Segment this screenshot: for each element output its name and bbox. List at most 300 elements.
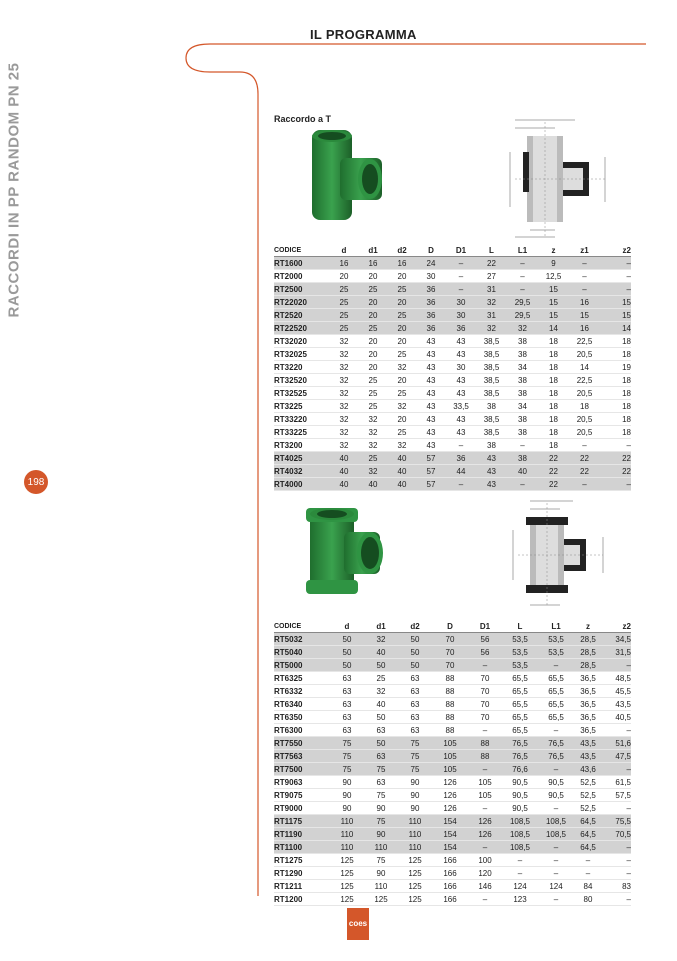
table-cell: – bbox=[538, 659, 574, 672]
table-cell: 18 bbox=[600, 387, 631, 400]
table-cell: 31 bbox=[476, 283, 507, 296]
table-cell: 108,5 bbox=[538, 815, 574, 828]
table-cell: 105 bbox=[432, 763, 468, 776]
spec-table-1 bbox=[274, 244, 631, 491]
table-row bbox=[274, 893, 631, 906]
table-row bbox=[274, 465, 631, 478]
table-row bbox=[274, 750, 631, 763]
table-cell: 57 bbox=[416, 465, 446, 478]
table-cell: – bbox=[574, 854, 602, 867]
table-row bbox=[274, 452, 631, 465]
table-cell: – bbox=[507, 439, 538, 452]
table-cell: 43 bbox=[446, 335, 476, 348]
table-cell: 38 bbox=[507, 348, 538, 361]
table-cell: 18 bbox=[600, 426, 631, 439]
table-cell: – bbox=[602, 854, 631, 867]
column-header: d1 bbox=[358, 244, 388, 257]
table-cell: 154 bbox=[432, 828, 468, 841]
table-cell: 43 bbox=[476, 465, 507, 478]
table-cell: 32 bbox=[330, 426, 358, 439]
table-cell: 50 bbox=[398, 633, 432, 646]
table-cell: – bbox=[468, 659, 502, 672]
table-cell: 30 bbox=[446, 309, 476, 322]
table-cell: 18 bbox=[600, 348, 631, 361]
table-cell: 70 bbox=[432, 659, 468, 672]
table-row bbox=[274, 854, 631, 867]
table-cell: 15 bbox=[538, 296, 569, 309]
table-cell: 110 bbox=[330, 841, 364, 854]
product-code-cell: RT4032 bbox=[274, 465, 330, 478]
table-cell: 25 bbox=[358, 322, 388, 335]
table-cell: 25 bbox=[388, 426, 416, 439]
table-cell: 126 bbox=[468, 828, 502, 841]
table-cell: 25 bbox=[358, 387, 388, 400]
table-cell: 75 bbox=[364, 854, 398, 867]
table-cell: – bbox=[600, 283, 631, 296]
product-code-cell: RT22020 bbox=[274, 296, 330, 309]
table-cell: 16 bbox=[388, 257, 416, 270]
table-row bbox=[274, 387, 631, 400]
table-cell: 88 bbox=[432, 685, 468, 698]
table-cell: 63 bbox=[330, 685, 364, 698]
table-cell: – bbox=[446, 439, 476, 452]
table-cell: 63 bbox=[398, 698, 432, 711]
table-cell: 63 bbox=[398, 711, 432, 724]
column-header: L bbox=[502, 620, 538, 633]
table-cell: – bbox=[507, 257, 538, 270]
table-cell: 105 bbox=[468, 776, 502, 789]
table-cell: 32 bbox=[358, 465, 388, 478]
table-cell: 38 bbox=[507, 413, 538, 426]
table-cell: 64,5 bbox=[574, 828, 602, 841]
table-cell: 110 bbox=[330, 815, 364, 828]
table-cell: 126 bbox=[432, 776, 468, 789]
table-cell: – bbox=[600, 270, 631, 283]
table-cell: 20 bbox=[330, 270, 358, 283]
table-cell: 29,5 bbox=[507, 296, 538, 309]
table-cell: 32 bbox=[358, 439, 388, 452]
product-code-cell: RT6325 bbox=[274, 672, 330, 685]
table-cell: 57 bbox=[416, 452, 446, 465]
table-cell: 125 bbox=[398, 893, 432, 906]
table-cell: 38 bbox=[507, 335, 538, 348]
product-code-cell: RT4000 bbox=[274, 478, 330, 491]
table-cell: 15 bbox=[600, 296, 631, 309]
table-row bbox=[274, 478, 631, 491]
table-cell: 125 bbox=[330, 880, 364, 893]
table-cell: 166 bbox=[432, 854, 468, 867]
spec-table-2 bbox=[274, 620, 631, 906]
table-cell: 20 bbox=[388, 270, 416, 283]
table-cell: 90 bbox=[398, 776, 432, 789]
column-header: L1 bbox=[538, 620, 574, 633]
table-cell: 65,5 bbox=[538, 685, 574, 698]
table-cell: 33,5 bbox=[446, 400, 476, 413]
table-row bbox=[274, 270, 631, 283]
table-cell: 70 bbox=[468, 698, 502, 711]
table-cell: 43,5 bbox=[574, 737, 602, 750]
table-cell: 25 bbox=[330, 322, 358, 335]
table-cell: 76,5 bbox=[502, 737, 538, 750]
table-cell: 166 bbox=[432, 893, 468, 906]
table-cell: – bbox=[446, 270, 476, 283]
table-cell: 40 bbox=[388, 452, 416, 465]
table-row bbox=[274, 828, 631, 841]
table-row bbox=[274, 335, 631, 348]
table-cell: 31 bbox=[476, 309, 507, 322]
table-cell: 75 bbox=[330, 750, 364, 763]
table-cell: 63 bbox=[330, 724, 364, 737]
table-cell: 65,5 bbox=[502, 698, 538, 711]
table-cell: 125 bbox=[398, 880, 432, 893]
table-cell: 25 bbox=[388, 283, 416, 296]
column-header: L1 bbox=[507, 244, 538, 257]
table-row bbox=[274, 880, 631, 893]
table-cell: 36 bbox=[416, 309, 446, 322]
table-cell: 90 bbox=[330, 776, 364, 789]
table-cell: 56 bbox=[468, 646, 502, 659]
table-cell: 105 bbox=[432, 750, 468, 763]
table-cell: 65,5 bbox=[538, 711, 574, 724]
table-cell: 36,5 bbox=[574, 698, 602, 711]
product-code-cell: RT5000 bbox=[274, 659, 330, 672]
table-cell: 20 bbox=[358, 309, 388, 322]
table-cell: 29,5 bbox=[507, 309, 538, 322]
table-cell: 63 bbox=[398, 724, 432, 737]
table-cell: 75,5 bbox=[602, 815, 631, 828]
tee-fitting-photo bbox=[300, 128, 390, 223]
table-cell: 30 bbox=[446, 296, 476, 309]
table-cell: 75 bbox=[398, 737, 432, 750]
table-cell: 16 bbox=[569, 296, 600, 309]
table-cell: 57,5 bbox=[602, 789, 631, 802]
table-cell: 25 bbox=[388, 309, 416, 322]
product-code-cell: RT1200 bbox=[274, 893, 330, 906]
table-cell: 32 bbox=[507, 322, 538, 335]
table-cell: 70 bbox=[468, 711, 502, 724]
product-code-cell: RT9075 bbox=[274, 789, 330, 802]
table-cell: – bbox=[538, 854, 574, 867]
table-row bbox=[274, 724, 631, 737]
table-cell: 36 bbox=[446, 322, 476, 335]
table-cell: 38,5 bbox=[476, 335, 507, 348]
table-cell: 40 bbox=[507, 465, 538, 478]
product-code-cell: RT6300 bbox=[274, 724, 330, 737]
table-cell: 43 bbox=[416, 374, 446, 387]
table-cell: 32 bbox=[476, 322, 507, 335]
table-cell: 80 bbox=[574, 893, 602, 906]
table-cell: – bbox=[468, 763, 502, 776]
table-cell: 40 bbox=[364, 646, 398, 659]
table-cell: 27 bbox=[476, 270, 507, 283]
table-cell: 100 bbox=[468, 854, 502, 867]
table-cell: 28,5 bbox=[574, 633, 602, 646]
table-cell: 36 bbox=[416, 322, 446, 335]
table-cell: 32 bbox=[330, 439, 358, 452]
table-cell: 90,5 bbox=[502, 789, 538, 802]
table-cell: 76,6 bbox=[502, 763, 538, 776]
table-cell: – bbox=[507, 270, 538, 283]
table-cell: 50 bbox=[398, 659, 432, 672]
table-cell: 110 bbox=[330, 828, 364, 841]
table-cell: 43 bbox=[416, 387, 446, 400]
table-cell: 75 bbox=[364, 815, 398, 828]
table-cell: 32 bbox=[330, 413, 358, 426]
table-cell: 38 bbox=[476, 439, 507, 452]
product-code-cell: RT9000 bbox=[274, 802, 330, 815]
table-cell: 18 bbox=[569, 400, 600, 413]
table-cell: 25 bbox=[388, 348, 416, 361]
table-cell: 22 bbox=[600, 452, 631, 465]
table-cell: 40 bbox=[388, 465, 416, 478]
table-cell: 25 bbox=[330, 309, 358, 322]
column-header: d2 bbox=[398, 620, 432, 633]
table-cell: 45,5 bbox=[602, 685, 631, 698]
column-header: d bbox=[330, 620, 364, 633]
table-row bbox=[274, 789, 631, 802]
table-cell: 52,5 bbox=[574, 789, 602, 802]
table-cell: – bbox=[602, 763, 631, 776]
table-cell: 22 bbox=[569, 465, 600, 478]
coes-logo: coes bbox=[347, 908, 369, 940]
table-cell: 50 bbox=[330, 646, 364, 659]
table-cell: 38,5 bbox=[476, 387, 507, 400]
table-cell: – bbox=[600, 257, 631, 270]
table-cell: 43 bbox=[446, 426, 476, 439]
table-cell: 70 bbox=[432, 633, 468, 646]
table-cell: 50 bbox=[330, 659, 364, 672]
product-code-cell: RT2520 bbox=[274, 309, 330, 322]
column-header: D1 bbox=[446, 244, 476, 257]
table-cell: 43 bbox=[416, 413, 446, 426]
table-cell: 16 bbox=[569, 322, 600, 335]
table-row bbox=[274, 698, 631, 711]
table-cell: 22 bbox=[538, 452, 569, 465]
table-cell: 40 bbox=[330, 452, 358, 465]
table-row bbox=[274, 257, 631, 270]
table-cell: 36,5 bbox=[574, 685, 602, 698]
table-cell: 25 bbox=[330, 296, 358, 309]
column-header: D1 bbox=[468, 620, 502, 633]
table-cell: 43 bbox=[446, 413, 476, 426]
table-cell: 43,5 bbox=[574, 750, 602, 763]
tee-fitting-large-photo bbox=[300, 502, 390, 597]
table-cell: 22,5 bbox=[569, 374, 600, 387]
table-cell: 40 bbox=[330, 478, 358, 491]
table-cell: 40 bbox=[358, 478, 388, 491]
table-cell: 43 bbox=[416, 426, 446, 439]
table-cell: 63 bbox=[330, 711, 364, 724]
table-cell: 105 bbox=[468, 789, 502, 802]
table-cell: 22 bbox=[476, 257, 507, 270]
table-cell: 64,5 bbox=[574, 815, 602, 828]
table-cell: 18 bbox=[538, 426, 569, 439]
table-cell: 22,5 bbox=[569, 335, 600, 348]
table-cell: 65,5 bbox=[538, 698, 574, 711]
table-cell: – bbox=[507, 283, 538, 296]
table-cell: 125 bbox=[330, 893, 364, 906]
table-header-row bbox=[274, 244, 631, 257]
table-row bbox=[274, 776, 631, 789]
table-cell: 20 bbox=[358, 270, 388, 283]
table-cell: 125 bbox=[398, 854, 432, 867]
product-code-cell: RT1190 bbox=[274, 828, 330, 841]
table-cell: 75 bbox=[330, 737, 364, 750]
side-title: RACCORDI IN PP RANDOM PN 25 bbox=[5, 62, 23, 318]
table-cell: 38,5 bbox=[476, 348, 507, 361]
table-cell: 18 bbox=[538, 413, 569, 426]
table-cell: 36 bbox=[416, 296, 446, 309]
product-code-cell: RT33225 bbox=[274, 426, 330, 439]
table-cell: 18 bbox=[538, 439, 569, 452]
table-cell: 123 bbox=[502, 893, 538, 906]
table-row bbox=[274, 737, 631, 750]
table-cell: 44 bbox=[446, 465, 476, 478]
table-cell: 31,5 bbox=[602, 646, 631, 659]
table-cell: 125 bbox=[330, 867, 364, 880]
table-cell: 36 bbox=[446, 452, 476, 465]
table-cell: 108,5 bbox=[538, 828, 574, 841]
column-header: z bbox=[574, 620, 602, 633]
table-cell: 36,5 bbox=[574, 672, 602, 685]
table-cell: 28,5 bbox=[574, 646, 602, 659]
table-cell: 70 bbox=[432, 646, 468, 659]
table-cell: 40 bbox=[330, 465, 358, 478]
table-cell: – bbox=[600, 439, 631, 452]
table-cell: 70 bbox=[468, 685, 502, 698]
table-cell: – bbox=[468, 724, 502, 737]
table-cell: 34 bbox=[507, 400, 538, 413]
table-cell: 18 bbox=[600, 413, 631, 426]
table-row bbox=[274, 659, 631, 672]
table-cell: 124 bbox=[538, 880, 574, 893]
table-cell: 43 bbox=[416, 335, 446, 348]
table-cell: 22 bbox=[538, 465, 569, 478]
table-cell: – bbox=[446, 478, 476, 491]
table-row bbox=[274, 802, 631, 815]
table-cell: – bbox=[569, 257, 600, 270]
table-cell: 38,5 bbox=[476, 361, 507, 374]
table-cell: 28,5 bbox=[574, 659, 602, 672]
table-cell: 110 bbox=[398, 828, 432, 841]
table-cell: 16 bbox=[358, 257, 388, 270]
table-cell: – bbox=[538, 867, 574, 880]
table-cell: – bbox=[538, 893, 574, 906]
product-code-cell: RT3200 bbox=[274, 439, 330, 452]
table-cell: 50 bbox=[364, 711, 398, 724]
table-row bbox=[274, 867, 631, 880]
table-cell: 38 bbox=[507, 387, 538, 400]
table-cell: 64,5 bbox=[574, 841, 602, 854]
table-cell: – bbox=[507, 478, 538, 491]
table-cell: 40,5 bbox=[602, 711, 631, 724]
table-cell: 36 bbox=[416, 283, 446, 296]
table-cell: 83 bbox=[602, 880, 631, 893]
table-cell: 25 bbox=[358, 452, 388, 465]
table-cell: 63 bbox=[398, 685, 432, 698]
table-row bbox=[274, 361, 631, 374]
product-code-cell: RT2000 bbox=[274, 270, 330, 283]
table-row bbox=[274, 841, 631, 854]
table-cell: 20,5 bbox=[569, 348, 600, 361]
table-cell: 110 bbox=[398, 841, 432, 854]
table-cell: – bbox=[569, 439, 600, 452]
table-cell: 50 bbox=[364, 737, 398, 750]
table-cell: 20,5 bbox=[569, 426, 600, 439]
table-cell: – bbox=[602, 841, 631, 854]
table-cell: 43 bbox=[446, 348, 476, 361]
table-cell: 166 bbox=[432, 880, 468, 893]
product-code-cell: RT32525 bbox=[274, 387, 330, 400]
product-code-cell: RT6332 bbox=[274, 685, 330, 698]
table-row bbox=[274, 439, 631, 452]
table-cell: 32 bbox=[330, 374, 358, 387]
table-cell: 20,5 bbox=[569, 387, 600, 400]
table-cell: 65,5 bbox=[502, 672, 538, 685]
table-cell: 52,5 bbox=[574, 776, 602, 789]
table-cell: 88 bbox=[432, 698, 468, 711]
product-code-cell: RT33220 bbox=[274, 413, 330, 426]
table-cell: – bbox=[468, 841, 502, 854]
table-cell: 75 bbox=[364, 789, 398, 802]
column-header: z2 bbox=[600, 244, 631, 257]
table-cell: 32 bbox=[330, 387, 358, 400]
table-cell: 20 bbox=[388, 335, 416, 348]
table-cell: 20 bbox=[358, 335, 388, 348]
column-header: d bbox=[330, 244, 358, 257]
table-cell: 40 bbox=[364, 698, 398, 711]
table-cell: 63 bbox=[330, 698, 364, 711]
table-cell: 43 bbox=[416, 439, 446, 452]
table-cell: 65,5 bbox=[538, 672, 574, 685]
table-cell: 14 bbox=[538, 322, 569, 335]
table-cell: 75 bbox=[398, 763, 432, 776]
table-cell: 124 bbox=[502, 880, 538, 893]
table-cell: 18 bbox=[538, 374, 569, 387]
table-cell: 63 bbox=[364, 776, 398, 789]
tee-large-technical-drawing bbox=[508, 495, 618, 615]
table-cell: 88 bbox=[432, 672, 468, 685]
table-cell: 108,5 bbox=[502, 828, 538, 841]
tee-technical-drawing bbox=[505, 112, 625, 242]
table-cell: 61,5 bbox=[602, 776, 631, 789]
table-cell: 32 bbox=[388, 361, 416, 374]
product-code-cell: RT4025 bbox=[274, 452, 330, 465]
table-cell: 15 bbox=[600, 309, 631, 322]
product-code-cell: RT32025 bbox=[274, 348, 330, 361]
table-cell: 38 bbox=[507, 426, 538, 439]
table-cell: 90,5 bbox=[502, 776, 538, 789]
table-cell: 25 bbox=[358, 374, 388, 387]
table-row bbox=[274, 633, 631, 646]
product-code-cell: RT1211 bbox=[274, 880, 330, 893]
table-cell: 51,6 bbox=[602, 737, 631, 750]
product-code-cell: RT1600 bbox=[274, 257, 330, 270]
product-code-cell: RT7500 bbox=[274, 763, 330, 776]
table-cell: 90 bbox=[364, 867, 398, 880]
table-cell: 20 bbox=[388, 413, 416, 426]
table-cell: 126 bbox=[432, 789, 468, 802]
column-header: CODICE bbox=[274, 620, 330, 633]
table-cell: 125 bbox=[364, 893, 398, 906]
table-cell: 38 bbox=[507, 452, 538, 465]
column-header: z1 bbox=[569, 244, 600, 257]
product-code-cell: RT7550 bbox=[274, 737, 330, 750]
table-row bbox=[274, 426, 631, 439]
table-cell: 154 bbox=[432, 815, 468, 828]
table-cell: 36,5 bbox=[574, 711, 602, 724]
column-header: d1 bbox=[364, 620, 398, 633]
